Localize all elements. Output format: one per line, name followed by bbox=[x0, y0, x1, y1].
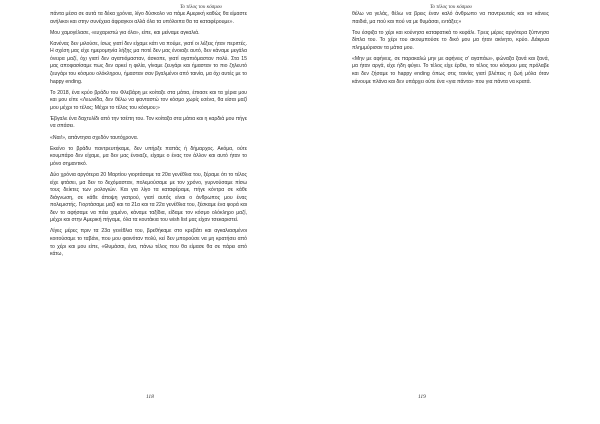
running-header: Το τέλος του κόσμου bbox=[430, 4, 472, 10]
page-body bbox=[352, 11, 549, 90]
paragraph: Εκείνο το βράδυ παντρευτήκαμε, δεν υπήρξε παπάς ή δήμαρχος. Ακόμα, ούτε κουμπάρο δεν είχαμε, μα δεν μας ένοιαζε, είχαμε ο ένας τον άλλον και αυτό ήταν το μόνο σημαντικό. bbox=[50, 145, 247, 167]
paragraph: «Μην με αφήνεις, σε παρακαλώ μην με αφήνεις σ' αγαπάω», φώναξα ξανά και ξανά, μα ήταν αργά, είχε ήδη φύγει. Το τέλος είχε έρθει, το τέλος του κόσμου μας πρόλαβε και δεν ζήσαμε το happy ending όπως στις ταινίες γιατί βλέπεις η ζωή μόλα όταν κάνουμε πλάνα και δεν υπάρχει ούτε ένα «για πάντα» που για πάντα να κρατά. bbox=[352, 55, 549, 85]
paragraph: Του έσφιξα το χέρι και κούνησα καταφατικά το κεφάλι. Τρεις μέρες αργότερα ξύπνησα δίπλα του. Το χέρι του ακουμπούσε το δικό μου μα ήταν ακίνητο, κρύο. Δάκρυα πλημμύρισαν τα μάτια μου. bbox=[352, 29, 549, 51]
page-body bbox=[50, 11, 247, 262]
paragraph: Το 2018, ένα κρύο βράδυ του Φλεβάρη με κοίταξε στα μάτια, έπιασε και τα χέρια μου και μου είπε «Λεωνίδα, δεν θέλω να φανταστώ τον κόσμο χωρίς εσένα, θα είσαι μαζί μου μέχρι το τέλος; Μέχρι το τέλος του κόσμου;» bbox=[50, 89, 247, 111]
paragraph: Μου χαμογέλασε, «ευχαριστώ για όλα», είπε, και μείναμε αγκαλιά. bbox=[50, 29, 200, 36]
page-number: 118 bbox=[146, 394, 154, 400]
paragraph: Κανένας δεν μιλούσε, ίσως γιατί δεν είχαμε κάτι να πούμε, γιατί οι λέξεις ήταν περιττές. Η σχέση μας είχε ημερομηνία λήξης μα ποτέ δεν μας ένοιαξε αυτό, δεν κάναμε μεγάλα όνειρα μαζί, όχι γιατί δεν αγαπιόμασταν, άσκοπε, γιατί αγαπιόμασταν πολύ. Στα 15 μας αποφασίσαμε πως δεν αρκεί η φιλία, γίναμε ζευγάρι και ήμασταν το πιο ζηλευτό ζευγάρι του κόσμου ολόκληρου, ήμασταν σαν βγαλμένοι από ταινία, μα όχι αυτές με το happy ending. bbox=[50, 40, 247, 85]
paragraph: Λίγες μέρες πριν τα 23α γενέθλια του, βρεθήκαμε στο κρεβάτι και αγκαλιασμένοι κοιτούσαμε το ταβάνι, που μου φαινόταν πολύ, κεί δεν μπορούσε να μη κρατήσει από το χέρι και μου είπε, «Θυμάσαι, ένα, πάνω τέλος που θα είμασε θα σε πάρει από κάτω, bbox=[50, 228, 247, 258]
right-page bbox=[300, 0, 600, 424]
paragraph: θέλω να γελάς, θέλω να βρεις έναν καλό άνθρωπο να παντρευτείς και να κάνεις παιδιά, μα πού και πού να με θυμάσαι, εντάξει;» bbox=[352, 11, 549, 25]
paragraph: «Ναι!», απάντησα σχεδόν ταυτόχρονα. bbox=[50, 134, 139, 141]
page-number: 119 bbox=[418, 394, 426, 400]
paragraph: πάντα μέσα σε αυτά τα δέκα χρόνια, λίγο δύσκολο να πάμε Αμερική καθώς θα είμαστε ανήλικοι και στην συνέχεια άφραγκοι αλλά όλα τα υπόλοιπα θα τα καταφέρουμε». bbox=[50, 11, 247, 25]
paragraph: Έβγαλε ένα δαχτυλίδι από την τσέπη του. Τον κοίταξα στα μάτια και η καρδιά μου πήγε να σπάσει. bbox=[50, 115, 247, 130]
running-header: Το τέλος του κόσμου bbox=[180, 4, 222, 10]
paragraph: Δύο χρόνια αργότερα 20 Μαρτίου γιορτάσαμε τα 20α γενέθλια του, ξέραμε ότι το τέλος είχε φτάσει, μα δεν το δεχόμασταν, πολεμούσαμε με τον χρόνο, γυρνούσαμε πίσω τους δείκτες των ρολογιών. Και για λίγο τα καταφέραμε, πήγε κόντρα σε κάθε διάγνωση, σε κάθε άποψη γιατρού, γιατί αυτός είναι ο άνθρωπος μου ένας πολεμιστής. Γιορτάσαμε μαζί και τα 21α και τα 22α γενέθλια του, ξέσκαμε ένα φορά και δεν το αφήσαμε να πάει χαμένο, κάναμε ταξίδια, είδαμε τον κόσμο ολόκληρο μαζί, μέχρι και στην Αμερική πήγαμε, όλα τα κουτάκια του wish list μας είχαν τσεκαριστεί. bbox=[50, 172, 247, 224]
